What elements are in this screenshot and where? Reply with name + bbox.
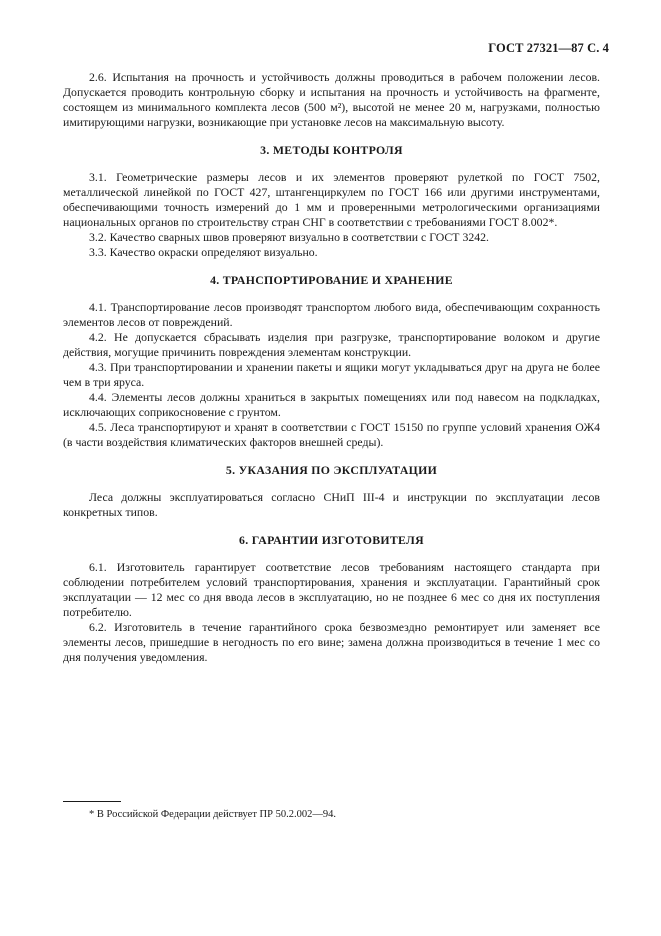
paragraph-4-1: 4.1. Транспортирование лесов производят транспортом любого вида, обеспечивающим сохранность элементов лесов от повреждений. [63, 300, 600, 329]
paragraph-2-6: 2.6. Испытания на прочность и устойчивость должны проводиться в рабочем положении лесов. Допускается проводить контрольную сборку и испытания на прочность и устойчивость на фрагменте, состоящем из минимального комплекта лесов (500 м²), высотой не менее 20 м, нагрузками, полностью имитирующими нагрузки, возникающие при установке лесов на максимальную высоту. [63, 70, 600, 129]
paragraph-5: Леса должны эксплуатироваться согласно СНиП III-4 и инструкции по эксплуатации лесов конкретных типов. [63, 490, 600, 519]
paragraph-4-4: 4.4. Элементы лесов должны храниться в закрытых помещениях или под навесом на подкладках, исключающих соприкосновение с грунтом. [63, 390, 600, 419]
footnote-divider [63, 801, 121, 802]
paragraph-4-2: 4.2. Не допускается сбрасывать изделия при разгрузке, транспортирование волоком и другие действия, могущие причинить повреждения элементам конструкции. [63, 330, 600, 359]
footnote: * В Российской Федерации действует ПР 50.2.002—94. [89, 809, 336, 820]
page-header: ГОСТ 27321—87 С. 4 [488, 41, 609, 55]
section-3-title: 3. МЕТОДЫ КОНТРОЛЯ [260, 143, 403, 157]
paragraph-3-2: 3.2. Качество сварных швов проверяют визуально в соответствии с ГОСТ 3242. [89, 230, 489, 244]
paragraph-4-5: 4.5. Леса транспортируют и хранят в соответствии с ГОСТ 15150 по группе условий хранения ОЖ4 (в части воздействия климатических факторов внешней среды). [63, 420, 600, 449]
section-6-title: 6. ГАРАНТИИ ИЗГОТОВИТЕЛЯ [239, 533, 424, 547]
paragraph-4-3: 4.3. При транспортировании и хранении пакеты и ящики могут укладываться друг на друга не более чем в три яруса. [63, 360, 600, 389]
document-body [63, 70, 600, 665]
paragraph-3-3: 3.3. Качество окраски определяют визуально. [89, 245, 318, 259]
section-5-title: 5. УКАЗАНИЯ ПО ЭКСПЛУАТАЦИИ [225, 463, 438, 477]
section-4-title: 4. ТРАНСПОРТИРОВАНИЕ И ХРАНЕНИЕ [210, 273, 453, 287]
paragraph-6-1: 6.1. Изготовитель гарантирует соответствие лесов требованиям настоящего стандарта при соблюдении потребителем условий транспортирования, хранения и эксплуатации. Гарантийный срок эксплуатации — 12 мес со дня ввода лесов в эксплуатацию, но не позднее 6 мес со дня их поступления потребителю. [63, 560, 600, 619]
paragraph-3-1: 3.1. Геометрические размеры лесов и их элементов проверяют рулеткой по ГОСТ 7502, металлической линейкой по ГОСТ 427, штангенциркулем по ГОСТ 166 или другими инструментами, обеспечивающими точность измерений до 1 мм и проверенными метрологическими организациями национальных органов по строительству стран СНГ в соответствии с требованиями ГОСТ 8.002*. [63, 170, 600, 229]
paragraph-6-2: 6.2. Изготовитель в течение гарантийного срока безвозмездно ремонтирует или заменяет все элементы лесов, пришедшие в негодность по его вине; замена должна производиться в течение 1 мес со дня получения уведомления. [63, 620, 600, 664]
